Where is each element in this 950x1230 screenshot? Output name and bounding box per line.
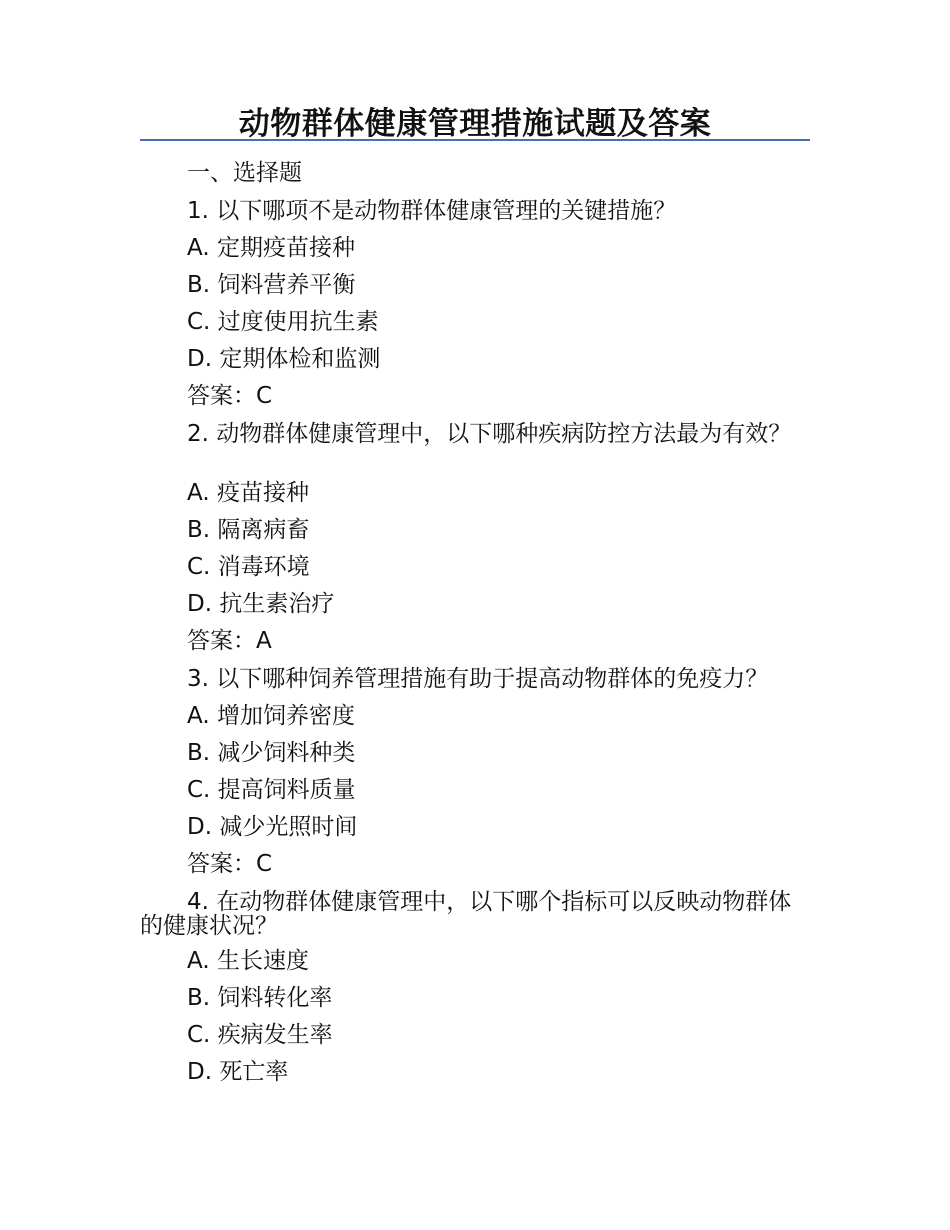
question-3-option-d: D. 减少光照时间 <box>187 814 358 840</box>
question-2-option-a: A. 疫苗接种 <box>187 480 309 506</box>
question-4-text: 4. 在动物群体健康管理中，以下哪个指标可以反映动物群体的健康状况？ <box>140 889 792 939</box>
section-heading: 一、选择题 <box>187 160 302 186</box>
question-4-option-d: D. 死亡率 <box>187 1059 289 1085</box>
question-2-option-c: C. 消毒环境 <box>187 554 310 580</box>
question-1-option-b: B. 饲料营养平衡 <box>187 272 356 298</box>
question-1-text: 1. 以下哪项不是动物群体健康管理的关键措施？ <box>187 198 677 224</box>
question-4-option-b: B. 饲料转化率 <box>187 985 333 1011</box>
question-2-option-d: D. 抗生素治疗 <box>187 591 335 617</box>
question-3-answer: 答案：C <box>187 851 273 877</box>
question-4-option-a: A. 生长速度 <box>187 948 309 974</box>
question-2-text: 2. 动物群体健康管理中，以下哪种疾病防控方法最为有效？ <box>187 421 792 447</box>
question-1-option-c: C. 过度使用抗生素 <box>187 309 379 335</box>
question-2-option-b: B. 隔离病畜 <box>187 517 310 543</box>
question-3-option-c: C. 提高饲料质量 <box>187 777 356 803</box>
question-4-option-c: C. 疾病发生率 <box>187 1022 333 1048</box>
question-2-answer: 答案：A <box>187 628 272 654</box>
question-3-text: 3. 以下哪种饲养管理措施有助于提高动物群体的免疫力？ <box>187 666 769 692</box>
question-1-option-d: D. 定期体检和监测 <box>187 346 381 372</box>
question-1-answer: 答案：C <box>187 383 273 409</box>
question-3-option-b: B. 减少饲料种类 <box>187 740 356 766</box>
question-1-option-a: A. 定期疫苗接种 <box>187 235 355 261</box>
question-3-option-a: A. 增加饲养密度 <box>187 703 355 729</box>
title-underline <box>140 139 810 141</box>
document-title: 动物群体健康管理措施试题及答案 <box>238 106 712 142</box>
